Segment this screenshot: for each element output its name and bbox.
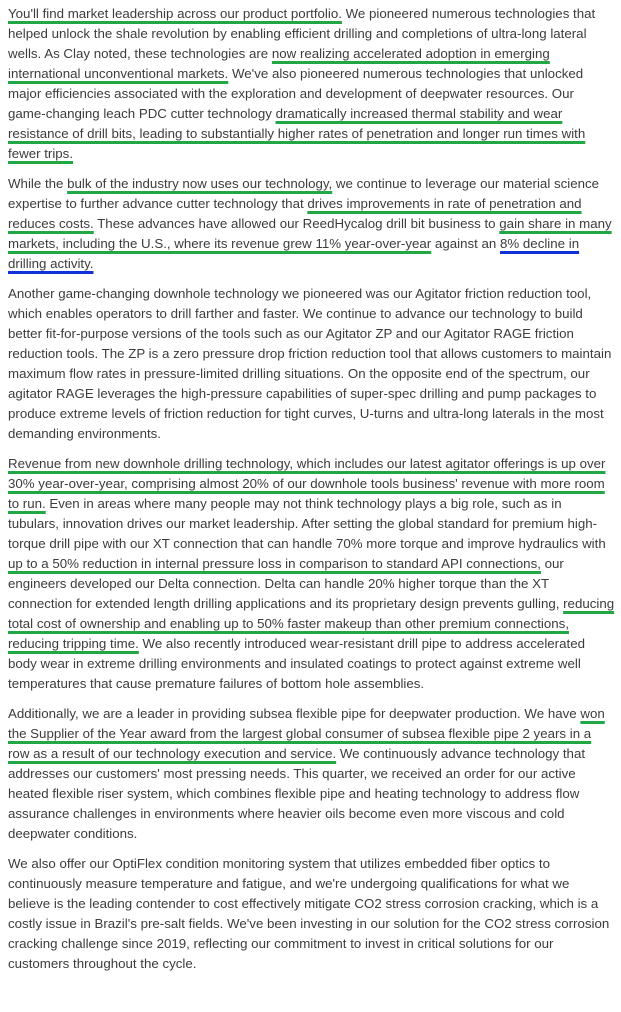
body-text: While the: [8, 176, 68, 191]
body-text: Additionally, we are a leader in providing subsea flexible pipe for deepwater production. We have: [8, 706, 581, 721]
body-text: Another game-changing downhole technology we pioneered was our Agitator friction reduction tool, which enables operators to drill farther and faster. We continue to advance our technology to build better fit-for-purpose versions of the tools such as our Agitator ZP and our Agitator RAGE friction reduction tools. The ZP is a zero pressure drop friction reduction tool that allows customers to maintain maximum flow rates in pressure-limited drilling situations. On the opposite end of the spectrum, our agitator RAGE leverages the high-pressure capabilities of super-spec drilling and pump packages to produce extreme levels of friction reduction for tight curves, U-turns and ultra-long laterals in the most demanding environments.: [8, 286, 612, 441]
body-text: We've also pioneered numerous technologies that unlocked major efficiencies associated with the exploration and development of deepwater resources. Our game-changing leach PDC cutter technology: [8, 66, 584, 121]
body-text: Even in areas where many people may not think technology plays a big role, such as in tubulars, innovation drives our market leadership. After setting the global standard for premium high-torque drill pipe with our XT connection that can handle 70% more torque and improve hydraulics with: [8, 496, 606, 551]
green-underlined-highlight: Revenue from new downhole drilling technology, which includes our latest agitator offerings is up over 30% year-over-year, comprising almost 20% of our downhole tools business' revenue with more room to run.: [8, 456, 606, 511]
green-underlined-highlight: drives improvements in rate of penetration and reduces costs.: [8, 196, 582, 231]
green-underlined-highlight: reducing total cost of ownership and enabling up to 50% faster makeup than other premium connections, reducing tripping time.: [8, 596, 615, 651]
green-underlined-highlight: up to a 50% reduction in internal pressure loss in comparison to standard API connections,: [8, 556, 541, 571]
paragraph-3: [8, 284, 615, 444]
paragraph-6: [8, 854, 615, 974]
body-text: against an: [431, 236, 500, 251]
paragraph-1: [8, 4, 615, 164]
paragraph-5: [8, 704, 615, 844]
body-text: We also offer our OptiFlex condition monitoring system that utilizes embedded fiber optics to continuously measure temperature and fatigue, and we're undergoing qualifications for what we believe is the leading contender to cost effectively mitigate CO2 stress corrosion cracking, which is a costly issue in Brazil's pre-salt fields. We've been investing in our solution for the CO2 stress corrosion cracking challenge since 2019, reflecting our commitment to invest in critical solutions for our customers throughout the cycle.: [8, 856, 610, 971]
paragraph-2: [8, 174, 615, 274]
green-underlined-highlight: You'll find market leadership across our product portfolio.: [8, 6, 342, 21]
body-text: We pioneered numerous technologies that helped unlock the shale revolution by enabling efficient drilling and completions of ultra-long lateral wells. As Clay noted, these technologies are: [8, 6, 596, 61]
green-underlined-highlight: won the Supplier of the Year award from the largest global consumer of subsea flexible pipe 2 years in a row as a result of our technology execution and service.: [8, 706, 605, 761]
body-text: We continuously advance technology that addresses our customers' most pressing needs. This quarter, we received an order for our active heated flexible riser system, which combines flexible pipe and heating technology to address flow assurance challenges in environments where heavier oils become even more viscous and cold deepwater conditions.: [8, 746, 586, 841]
green-underlined-highlight: bulk of the industry now uses our technology,: [67, 176, 333, 191]
paragraph-4: [8, 454, 615, 694]
body-text: These advances have allowed our ReedHycalog drill bit business to: [93, 216, 500, 231]
green-underlined-highlight: dramatically increased thermal stability and wear resistance of drill bits, leading to substantially higher rates of penetration and longer run times with fewer trips.: [8, 106, 586, 161]
body-text: we continue to leverage our material science expertise to further advance cutter technology that: [8, 176, 600, 211]
green-underlined-highlight: gain share in many markets, including the U.S., where its revenue grew 11% year-over-year: [8, 216, 612, 251]
green-underlined-highlight: now realizing accelerated adoption in emerging international unconventional markets.: [8, 46, 550, 81]
body-text: our engineers developed our Delta connection. Delta can handle 20% higher torque than the XT connection for extended length drilling applications and its proprietary design prevents gulling,: [8, 556, 564, 611]
body-text: We also recently introduced wear-resistant drill pipe to address accelerated body wear in extreme drilling environments and insulated coatings to protect against extreme well temperatures that cause premature failures of bottom hole assemblies.: [8, 636, 585, 691]
blue-underlined-highlight: 8% decline in drilling activity.: [8, 236, 580, 271]
